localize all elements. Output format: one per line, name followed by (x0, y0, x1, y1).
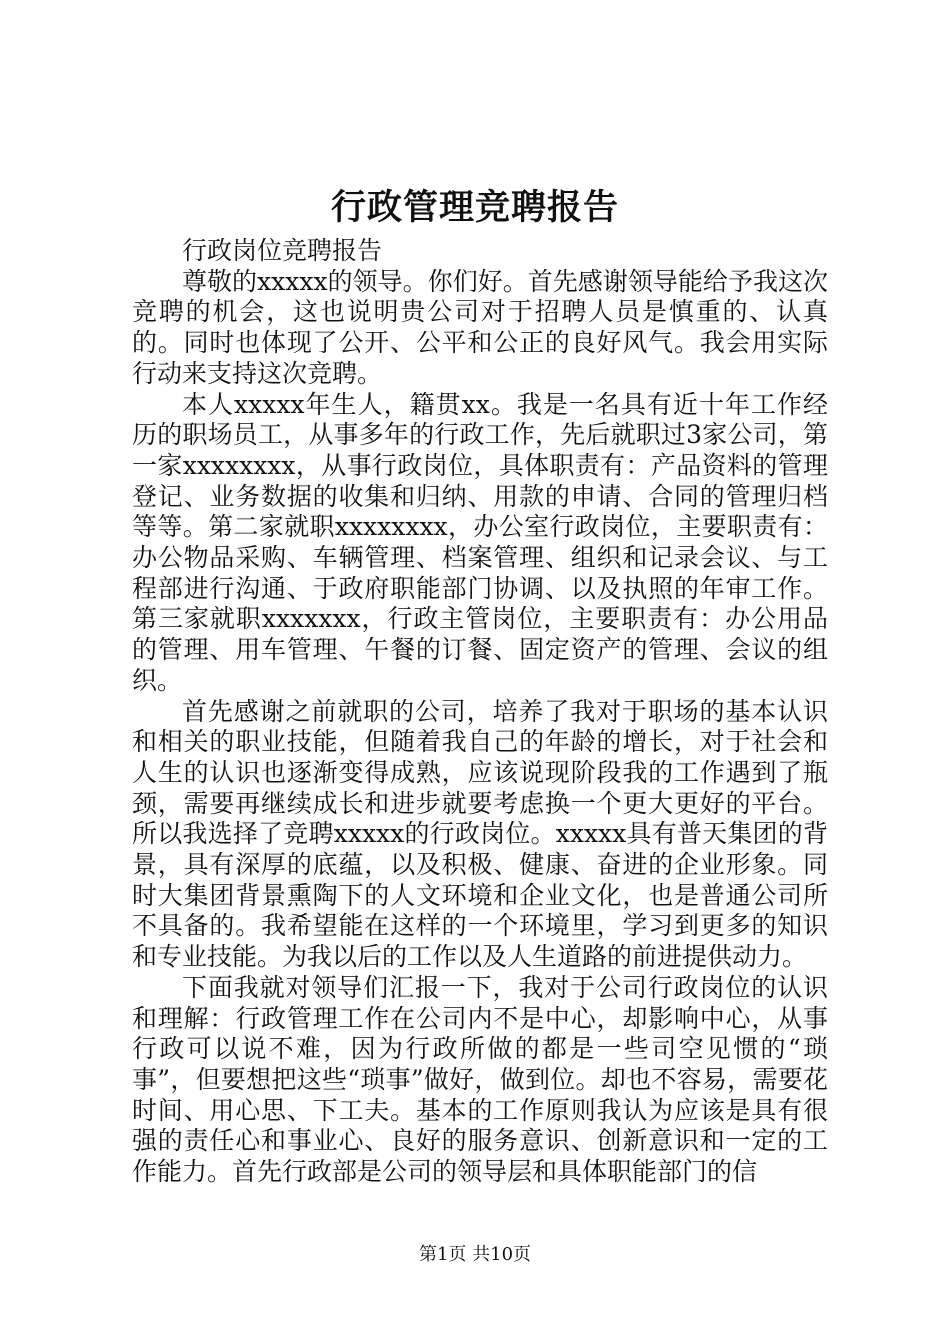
document-body (132, 236, 828, 1188)
body-paragraph: 下面我就对领导们汇报一下，我对于公司行政岗位的认识和理解：行政管理工作在公司内不是中心，却影响中心，从事行政可以说不难，因为行政所做的都是一些司空见惯的“琐事”，但要想把这些“琐事”做好，做到位。却也不容易，需要花时间、用心思、下工夫。基本的工作原则我认为应该是具有很强的责任心和事业心、良好的服务意识、创新意识和一定的工作能力。首先行政部是公司的领导层和具体职能部门的信 (132, 972, 828, 1187)
subtitle-paragraph: 行政岗位竞聘报告 (182, 236, 383, 265)
document-title: 行政管理竞聘报告 (330, 187, 619, 228)
page-number-footer: 第1页 共10页 (418, 1244, 532, 1265)
body-paragraph: 本人xxxxx年生人，籍贯xx。我是一名具有近十年工作经历的职场员工，从事多年的行政工作，先后就职过3家公司，第一家xxxxxxxx，从事行政岗位，具体职责有：产品资料的管理登记、业务数据的收集和归纳、用款的申请、合同的管理归档等等。第二家就职xxxxxxxx，办公室行政岗位，主要职责有：办公物品采购、车辆管理、档案管理、组织和记录会议、与工程部进行沟通、于政府职能部门协调、以及执照的年审工作。第三家就职xxxxxxx，行政主管岗位，主要职责有：办公用品的管理、用车管理、午餐的订餐、固定资产的管理、会议的组织。 (132, 389, 828, 695)
body-paragraph: 首先感谢之前就职的公司，培养了我对于职场的基本认识和相关的职业技能，但随着我自己的年龄的增长，对于社会和人生的认识也逐渐变得成熟，应该说现阶段我的工作遇到了瓶颈，需要再继续成长和进步就要考虑换一个更大更好的平台。所以我选择了竞聘xxxxx的行政岗位。xxxxx具有普天集团的背景，具有深厚的底蕴，以及积极、健康、奋进的企业形象。同时大集团背景熏陶下的人文环境和企业文化，也是普通公司所不具备的。我希望能在这样的一个环境里，学习到更多的知识和专业技能。为我以后的工作以及人生道路的前进提供动力。 (132, 696, 828, 972)
body-paragraph: 尊敬的xxxxx的领导。你们好。首先感谢领导能给予我这次竞聘的机会，这也说明贵公司对于招聘人员是慎重的、认真的。同时也体现了公开、公平和公正的良好风气。我会用实际行动来支持这次竞聘。 (132, 266, 828, 388)
